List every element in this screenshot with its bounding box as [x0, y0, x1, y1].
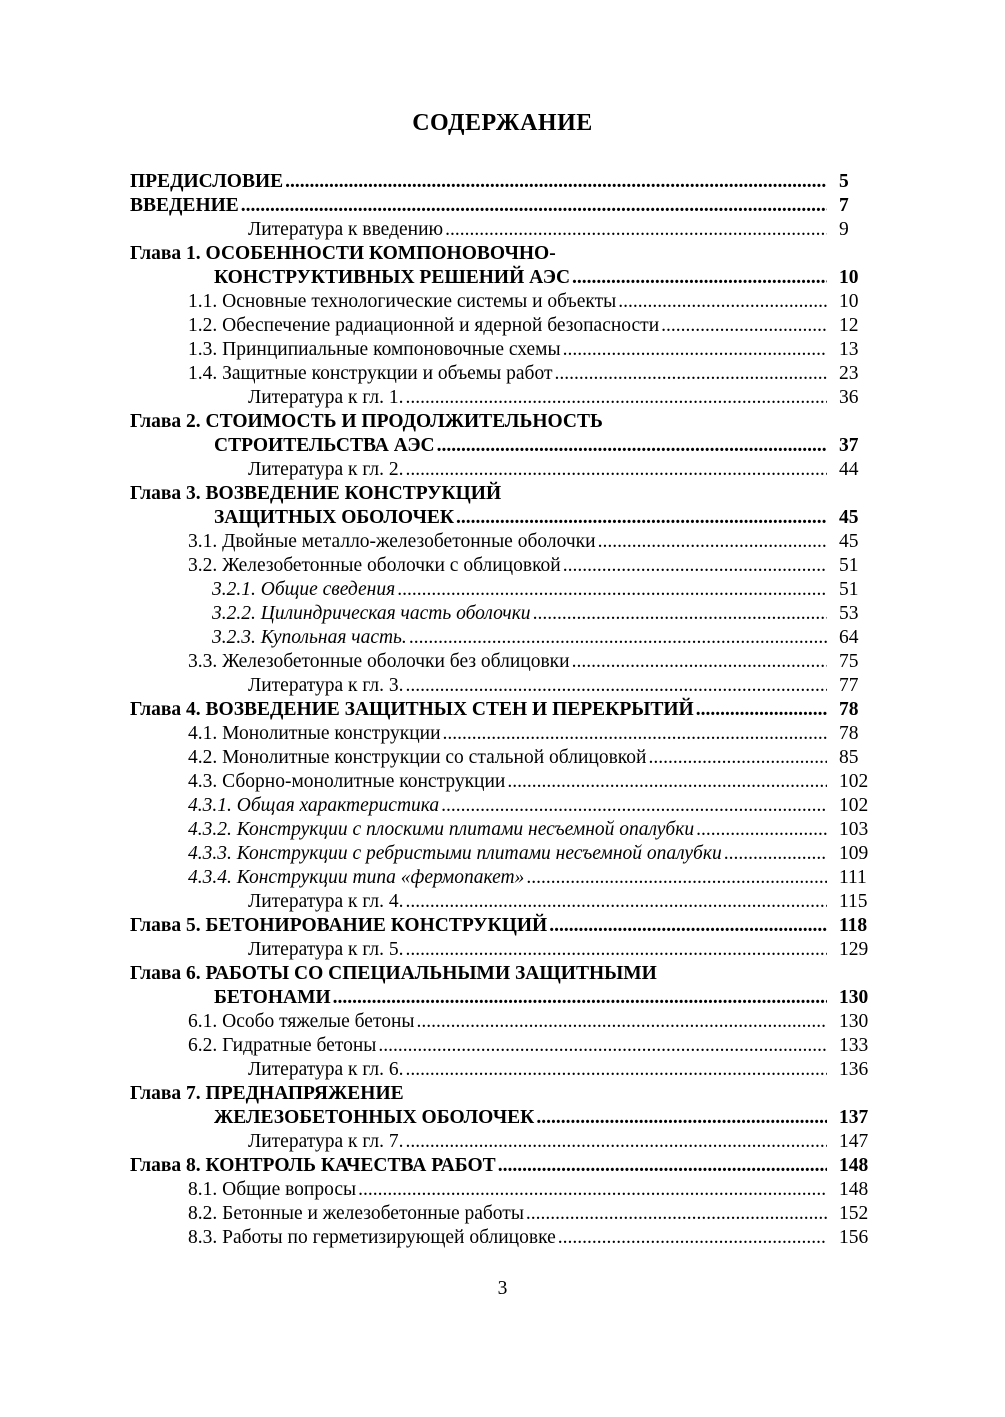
toc-entry-text: 1.4. Защитные конструкции и объемы работ — [188, 363, 553, 384]
toc-entry-text: КОНСТРУКТИВНЫХ РЕШЕНИЙ АЭС — [214, 267, 571, 288]
toc-chapter-heading[interactable] — [130, 698, 873, 722]
dot-leader — [648, 746, 827, 770]
toc-entry-text: 3.2.1. Общие сведения — [212, 579, 396, 600]
toc-entry-page: 10 — [839, 291, 859, 312]
toc-entry-text: 8.2. Бетонные и железобетонные работы — [188, 1203, 524, 1224]
toc-section[interactable] — [130, 770, 873, 794]
dot-leader — [443, 722, 827, 746]
dot-leader — [498, 1154, 827, 1178]
toc-chapter-heading[interactable] — [130, 962, 873, 986]
toc-entry-page: 23 — [839, 363, 859, 384]
toc-entry-literature[interactable] — [130, 938, 873, 962]
toc-subsection[interactable] — [130, 626, 873, 650]
toc-subsection[interactable] — [130, 602, 873, 626]
toc-entry-text: 4.1. Монолитные конструкции — [188, 723, 441, 744]
toc-entry-text: 3.2. Железобетонные оболочки с облицовкой — [188, 555, 561, 576]
toc-entry-text: 1.1. Основные технологические системы и объекты — [188, 291, 617, 312]
dot-leader — [563, 338, 827, 362]
toc-entry-text: СТРОИТЕЛЬСТВА АЭС — [214, 435, 435, 456]
toc-chapter-heading-cont[interactable] — [130, 1106, 873, 1130]
toc-entry-page: 109 — [839, 843, 869, 864]
toc-entry-text: 6.1. Особо тяжелые бетоны — [188, 1011, 415, 1032]
toc-entry-page: 7 — [839, 195, 849, 216]
toc-entry-text: 4.3.3. Конструкции с ребристыми плитами несъемной опалубки — [188, 843, 722, 864]
dot-leader — [618, 290, 827, 314]
dot-leader — [406, 458, 828, 482]
toc-entry-page: 51 — [839, 555, 859, 576]
toc-entry-page: 77 — [839, 675, 859, 696]
toc-entry-text: 4.3.1. Общая характеристика — [188, 795, 440, 816]
toc-entry-page: 147 — [839, 1131, 869, 1152]
dot-leader — [437, 434, 827, 458]
toc-entry-text: Литература к гл. 1. — [248, 387, 404, 408]
toc-entry-text: Литература к гл. 3. — [248, 675, 404, 696]
toc-subsection[interactable] — [130, 818, 873, 842]
toc-entry-text: 1.3. Принципиальные компоновочные схемы — [188, 339, 561, 360]
toc-entry-introduction[interactable] — [130, 194, 873, 218]
toc-entry-literature[interactable] — [130, 674, 873, 698]
dot-leader — [598, 530, 827, 554]
toc-entry-text: 8.1. Общие вопросы — [188, 1179, 357, 1200]
toc-section[interactable] — [130, 290, 873, 314]
toc-entry-text: ВВЕДЕНИЕ — [130, 195, 239, 216]
dot-leader — [406, 938, 828, 962]
toc-section[interactable] — [130, 722, 873, 746]
dot-leader — [536, 1106, 827, 1130]
toc-entry-text: 1.2. Обеспечение радиационной и ядерной безопасности — [188, 315, 660, 336]
toc-entry-text: 8.3. Работы по герметизирующей облицовке — [188, 1227, 556, 1248]
toc-entry-page: 45 — [839, 507, 859, 528]
toc-entry-page: 103 — [839, 819, 869, 840]
toc-entry-text: Литература к гл. 7. — [248, 1131, 404, 1152]
dot-leader — [526, 866, 827, 890]
toc-entry-text: Литература к введению — [248, 219, 444, 240]
toc-section[interactable] — [130, 1010, 873, 1034]
toc-entry-text: Глава 1. ОСОБЕННОСТИ КОМПОНОВОЧНО- — [130, 243, 556, 264]
toc-section[interactable] — [130, 554, 873, 578]
dot-leader — [563, 554, 827, 578]
toc-entry-text: 4.2. Монолитные конструкции со стальной облицовкой — [188, 747, 647, 768]
dot-leader — [456, 506, 827, 530]
dot-leader — [572, 266, 827, 290]
toc-section[interactable] — [130, 1226, 873, 1250]
toc-section[interactable] — [130, 1034, 873, 1058]
dot-leader — [285, 170, 827, 194]
toc-entry-page: 36 — [839, 387, 859, 408]
toc-entry-literature[interactable] — [130, 386, 873, 410]
dot-leader — [696, 698, 827, 722]
toc-entry-page: 78 — [839, 699, 859, 720]
toc-entry-page: 37 — [839, 435, 859, 456]
toc-entry-preface[interactable] — [130, 170, 873, 194]
toc-entry-text: Глава 7. ПРЕДНАПРЯЖЕНИЕ — [130, 1083, 404, 1104]
toc-entry-page: 152 — [839, 1203, 869, 1224]
toc-subsection[interactable] — [130, 842, 873, 866]
toc-entry-literature[interactable] — [130, 458, 873, 482]
toc-entry-text: Литература к гл. 6. — [248, 1059, 404, 1080]
toc-chapter-heading[interactable] — [130, 482, 873, 506]
toc-entry-text: 4.3.2. Конструкции с плоскими плитами несъемной опалубки — [188, 819, 695, 840]
toc-entry-text: 3.2.3. Купольная часть. — [212, 627, 407, 648]
toc-entry-page: 148 — [839, 1155, 869, 1176]
toc-entry-literature[interactable] — [130, 1058, 873, 1082]
toc-entry-text: 3.3. Железобетонные оболочки без облицовки — [188, 651, 570, 672]
toc-entry-page: 102 — [839, 771, 869, 792]
toc-chapter-heading-cont[interactable] — [130, 266, 873, 290]
toc-entry-text: Глава 2. СТОИМОСТЬ И ПРОДОЛЖИТЕЛЬНОСТЬ — [130, 411, 603, 432]
toc-chapter-heading-cont[interactable] — [130, 506, 873, 530]
toc-entry-text: Литература к гл. 5. — [248, 939, 404, 960]
toc-entry-text: ЗАЩИТНЫХ ОБОЛОЧЕК — [214, 507, 455, 528]
dot-leader — [378, 1034, 827, 1058]
toc-section[interactable] — [130, 650, 873, 674]
toc-entry-page: 111 — [839, 867, 867, 888]
toc-entry-page: 115 — [839, 891, 868, 912]
toc-entry-page: 130 — [839, 1011, 869, 1032]
toc-entry-page: 129 — [839, 939, 869, 960]
toc-entry-page: 44 — [839, 459, 859, 480]
dot-leader — [406, 1058, 828, 1082]
toc-entry-literature[interactable] — [130, 1130, 873, 1154]
toc-entry-text: 3.2.2. Цилиндрическая часть оболочки — [212, 603, 531, 624]
toc-entry-text: Глава 6. РАБОТЫ СО СПЕЦИАЛЬНЫМИ ЗАЩИТНЫМИ — [130, 963, 657, 984]
toc-entry-page: 75 — [839, 651, 859, 672]
dot-leader — [406, 1130, 828, 1154]
toc-entry-page: 10 — [839, 267, 859, 288]
toc-entry-page: 78 — [839, 723, 859, 744]
table-of-contents — [130, 170, 873, 1250]
toc-entry-page: 45 — [839, 531, 859, 552]
dot-leader — [724, 842, 827, 866]
toc-chapter-heading-cont[interactable] — [130, 986, 873, 1010]
toc-section[interactable] — [130, 362, 873, 386]
toc-entry-page: 102 — [839, 795, 869, 816]
toc-entry-text: Глава 8. КОНТРОЛЬ КАЧЕСТВА РАБОТ — [130, 1155, 496, 1176]
toc-entry-page: 156 — [839, 1227, 869, 1248]
toc-entry-text: 6.2. Гидратные бетоны — [188, 1035, 377, 1056]
toc-entry-page: 148 — [839, 1179, 869, 1200]
toc-entry-page: 137 — [839, 1107, 869, 1128]
toc-entry-text: Литература к гл. 2. — [248, 459, 404, 480]
toc-entry-literature[interactable] — [130, 218, 873, 242]
toc-entry-text: 3.1. Двойные металло-железобетонные оболочки — [188, 531, 596, 552]
toc-entry-text: ЖЕЛЕЗОБЕТОННЫХ ОБОЛОЧЕК — [214, 1107, 535, 1128]
dot-leader — [549, 914, 827, 938]
toc-chapter-heading[interactable] — [130, 914, 873, 938]
dot-leader — [533, 602, 827, 626]
toc-entry-text: 4.3. Сборно-монолитные конструкции — [188, 771, 506, 792]
toc-subsection[interactable] — [130, 578, 873, 602]
page-number: 3 — [497, 1278, 508, 1299]
toc-entry-text: Глава 5. БЕТОНИРОВАНИЕ КОНСТРУКЦИЙ — [130, 915, 548, 936]
toc-section[interactable] — [130, 1202, 873, 1226]
dot-leader — [526, 1202, 827, 1226]
toc-chapter-heading[interactable] — [130, 1154, 873, 1178]
toc-entry-page: 118 — [839, 915, 868, 936]
dot-leader — [333, 986, 827, 1010]
toc-entry-page: 51 — [839, 579, 859, 600]
dot-leader — [406, 674, 828, 698]
dot-leader — [397, 578, 827, 602]
toc-chapter-heading[interactable] — [130, 242, 873, 266]
toc-entry-text: 4.3.4. Конструкции типа «фермопакет» — [188, 867, 525, 888]
toc-chapter-heading[interactable] — [130, 1082, 873, 1106]
toc-section[interactable] — [130, 338, 873, 362]
toc-entry-literature[interactable] — [130, 890, 873, 914]
dot-leader — [558, 1226, 827, 1250]
toc-entry-page: 136 — [839, 1059, 869, 1080]
dot-leader — [358, 1178, 827, 1202]
dot-leader — [417, 1010, 828, 1034]
dot-leader — [661, 314, 827, 338]
toc-entry-text: БЕТОНАМИ — [214, 987, 331, 1008]
toc-section[interactable] — [130, 1178, 873, 1202]
toc-entry-page: 5 — [839, 171, 849, 192]
toc-chapter-heading[interactable] — [130, 410, 873, 434]
toc-section[interactable] — [130, 530, 873, 554]
dot-leader — [572, 650, 827, 674]
dot-leader — [406, 386, 828, 410]
toc-section[interactable] — [130, 746, 873, 770]
dot-leader — [554, 362, 827, 386]
toc-entry-page: 53 — [839, 603, 859, 624]
toc-subsection[interactable] — [130, 866, 873, 890]
dot-leader — [696, 818, 827, 842]
toc-entry-text: Глава 4. ВОЗВЕДЕНИЕ ЗАЩИТНЫХ СТЕН И ПЕРЕКРЫТИЙ — [130, 699, 694, 720]
toc-entry-page: 12 — [839, 315, 859, 336]
dot-leader — [241, 194, 827, 218]
dot-leader — [406, 890, 828, 914]
toc-entry-page: 13 — [839, 339, 859, 360]
toc-entry-text: Глава 3. ВОЗВЕДЕНИЕ КОНСТРУКЦИЙ — [130, 483, 502, 504]
toc-entry-page: 130 — [839, 987, 869, 1008]
toc-entry-page: 9 — [839, 219, 849, 240]
toc-entry-page: 64 — [839, 627, 859, 648]
toc-entry-page: 133 — [839, 1035, 869, 1056]
toc-entry-text: ПРЕДИСЛОВИЕ — [130, 171, 284, 192]
dot-leader — [507, 770, 827, 794]
toc-entry-text: Литература к гл. 4. — [248, 891, 404, 912]
dot-leader — [409, 626, 827, 650]
toc-section[interactable] — [130, 314, 873, 338]
dot-leader — [445, 218, 827, 242]
toc-subsection[interactable] — [130, 794, 873, 818]
toc-chapter-heading-cont[interactable] — [130, 434, 873, 458]
toc-entry-page: 85 — [839, 747, 859, 768]
page-title: СОДЕРЖАНИЕ — [412, 110, 593, 136]
dot-leader — [441, 794, 827, 818]
